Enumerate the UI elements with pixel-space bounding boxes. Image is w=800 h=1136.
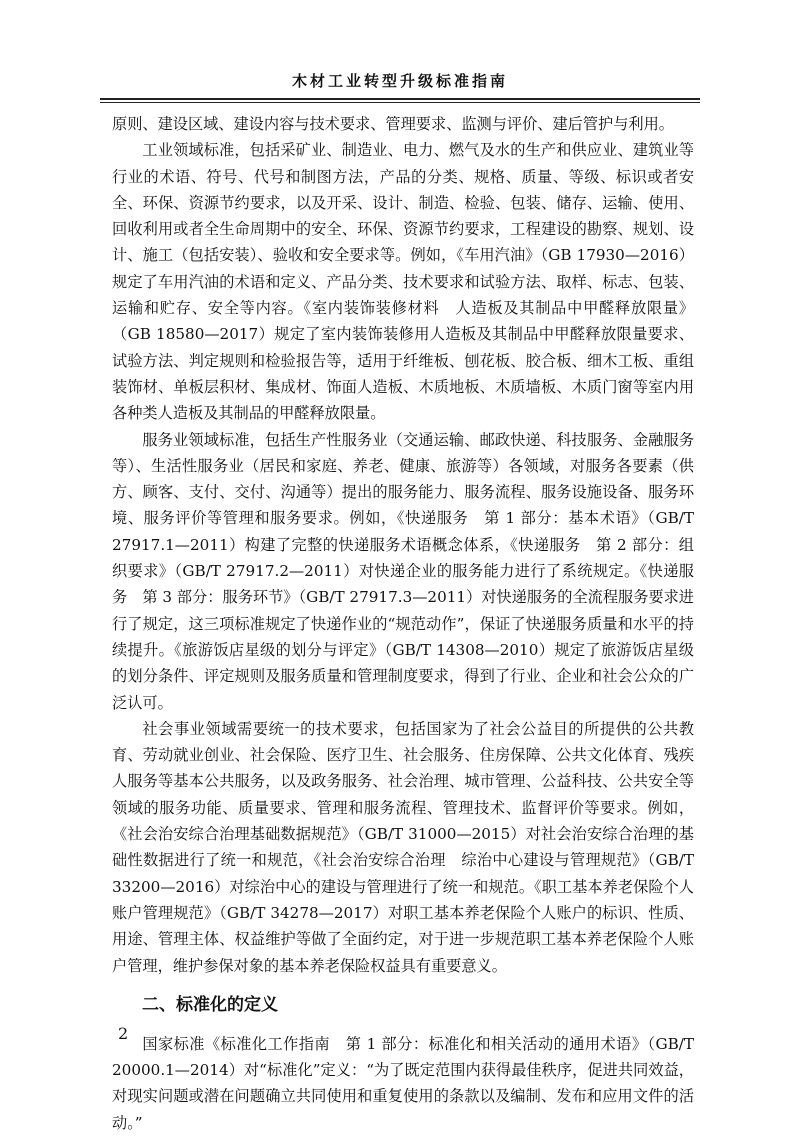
body-text [112,111,694,1136]
page-number: 2 [118,1024,129,1043]
header-rule-thin [100,102,700,103]
paragraph-definition: 国家标准《标准化工作指南 第 1 部分：标准化和相关活动的通用术语》（GB/T 20000.1—2014）对“标准化”定义：“为了既定范围内获得最佳秩序，促进共同效益，对现实问题或潜在问题确立共同使用和重复使用的条款以及编制、发布和应用文件的活动。” [112,1034,694,1132]
running-header: 木材工业转型升级标准指南 [291,72,508,90]
paragraph-service-standards: 服务业领域标准，包括生产性服务业（交通运输、邮政快递、科技服务、金融服务等）、生活性服务业（居民和家庭、养老、健康、旅游等）各领域，对服务各要素（供方、顾客、支付、交付、沟通等）提出的服务能力、服务流程、服务设施设备、服务环境、服务评价等管理和服务要求。例如，《快递服务 第 1 部分：基本术语》（GB/T 27917.1—2011）构建了完整的快递服务术语概念体系，《快递服务 第 2 部分：组织要求》（GB/T 27917.2—2011）对快递企业的服务能力进行了系统规定。《快递服务 第 3 部分：服务环节》（GB/T 27917.3—2011）对快递服务的全流程服务要求进行了规定，这三项标准规定了快递作业的“规范动作”，保证了快递服务质量和水平的持续提升。《旅游饭店星级的划分与评定》（GB/T 14308—2010）规定了旅游饭店星级的划分条件、评定规则及服务质量和管理制度要求，得到了行业、企业和社会公众的广泛认可。 [112,430,694,712]
paragraph-continuation: 原则、建设区域、建设内容与技术要求、管理要求、监测与评价、建后管护与利用。 [112,115,674,133]
header-rule [100,98,700,100]
paragraph-industry-standards: 工业领域标准，包括采矿业、制造业、电力、燃气及水的生产和供应业、建筑业等行业的术语、符号、代号和制图方法，产品的分类、规格、质量、等级、标识或者安全、环保、资源节约要求，以及开采、设计、制造、检验、包装、储存、运输、使用、回收利用或者全生命周期中的安全、环保、资源节约要求，工程建设的勘察、规划、设计、施工（包括安装）、验收和安全要求等。例如，《车用汽油》（GB 17930—2016）规定了车用汽油的术语和定义、产品分类、技术要求和试验方法、取样、标志、包装、运输和贮存、安全等内容。《室内装饰装修材料 人造板及其制品中甲醛释放限量》（GB 18580—2017）规定了室内装饰装修用人造板及其制品中甲醛释放限量要求、试验方法、判定规则和检验报告等，适用于纤维板、刨花板、胶合板、细木工板、重组装饰材、单板层积材、集成材、饰面人造板、木质地板、木质墙板、木质门窗等室内用各种类人造板及其制品的甲醛释放限量。 [112,141,694,423]
paragraph-social-standards: 社会事业领域需要统一的技术要求，包括国家为了社会公益目的所提供的公共教育、劳动就业创业、社会保险、医疗卫生、社会服务、住房保障、公共文化体育、残疾人服务等基本公共服务，以及政务服务、社会治理、城市管理、公益科技、公共安全等领域的服务功能、质量要求、管理和服务流程、管理技术、监督评价等要求。例如，《社会治安综合治理基础数据规范》（GB/T 31000—2015）对社会治安综合治理的基础性数据进行了统一和规范，《社会治安综合治理 综治中心建设与管理规范》（GB/T 33200—2016）对综治中心的建设与管理进行了统一和规范。《职工基本养老保险个人账户管理规范》（GB/T 34278—2017）对职工基本养老保险个人账户的标识、性质、用途、管理主体、权益维护等做了全面约定，对于进一步规范职工基本养老保险个人账户管理，维护参保对象的基本养老保险权益具有重要意义。 [112,719,694,975]
section-heading: 二、标准化的定义 [142,994,278,1015]
